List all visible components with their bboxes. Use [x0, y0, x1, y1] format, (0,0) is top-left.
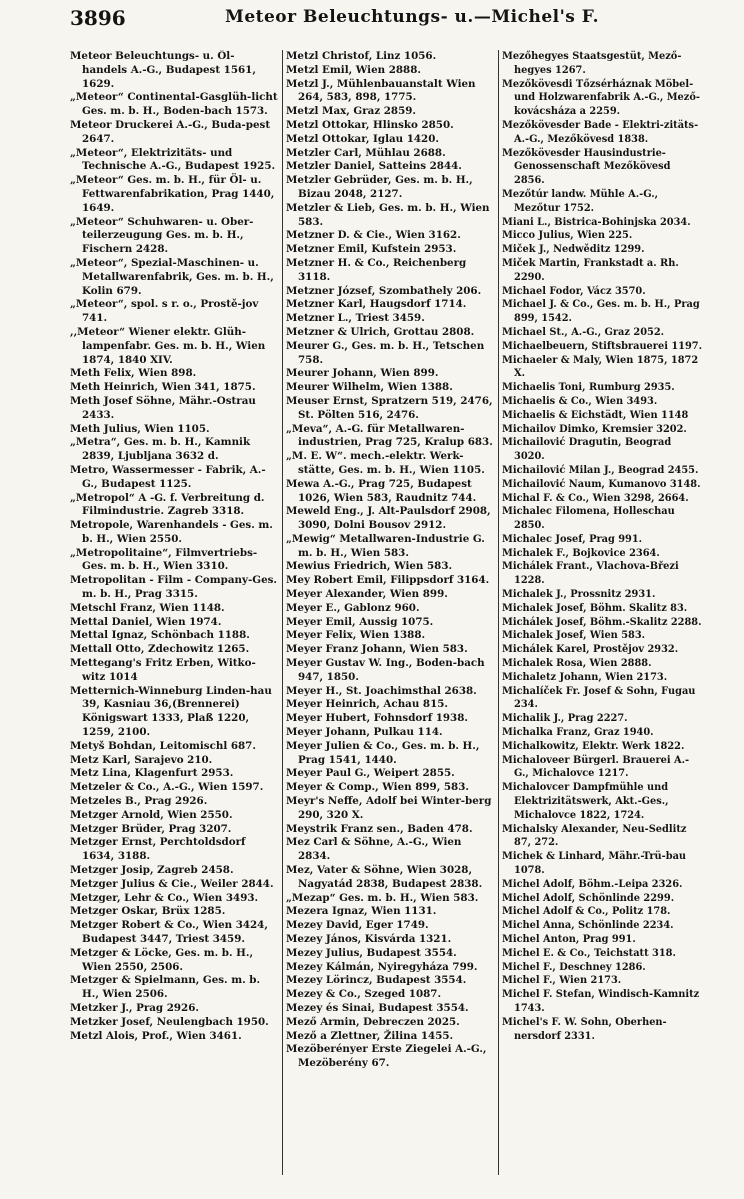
directory-entry: Michel Adolf, Schönlinde 2299. — [502, 892, 675, 904]
directory-entry: Michalek Josef, Wien 583. — [502, 630, 646, 642]
directory-entry: Mettal Ignaz, Schönbach 1188. — [70, 629, 250, 642]
directory-entry: Metzker Josef, Neulengbach 1950. — [70, 1015, 269, 1028]
directory-entry: Metro, Wassermesser - Fabrik, A.-G., Budapest 1125. — [70, 463, 266, 490]
directory-entry: Michalovcer Dampfmühle und Elektrizitätswerk, Akt.-Ges., Michalovce 1822, 1724. — [502, 782, 669, 821]
directory-entry: Meyer Franz Johann, Wien 583. — [286, 643, 468, 656]
directory-entry: Michalek J., Prossnitz 2931. — [502, 589, 656, 601]
directory-entry: Mezőkövesder Bade - Elektri-zitäts-A.-G., Mezőkövesd 1838. — [502, 119, 699, 145]
directory-entry: Metzger Oskar, Brüx 1285. — [70, 905, 226, 918]
directory-entry: Michel Anton, Prag 991. — [502, 934, 636, 945]
directory-entry: Metzler Daniel, Satteins 2844. — [286, 160, 462, 173]
directory-entry: Metzker J., Prag 2926. — [70, 1001, 199, 1014]
directory-entry: Metzl Ottokar, Hlinsko 2850. — [286, 118, 454, 131]
directory-entry: Metzner H. & Co., Reichenberg 3118. — [286, 256, 467, 283]
directory-entry: Mezey Kálmán, Nyiregyháza 799. — [286, 960, 478, 973]
directory-entry: Meteor Beleuchtungs- u. Öl-handels A.-G., Budapest 1561, 1629. — [70, 50, 256, 90]
directory-entry: Metzl Alois, Prof., Wien 3461. — [70, 1029, 242, 1042]
directory-entry: Michaloveer Bürgerl. Brauerei A.-G., Michalovce 1217. — [502, 754, 690, 780]
directory-entry: Metzger & Löcke, Ges. m. b. H., Wien 2550, 2506. — [70, 946, 254, 973]
directory-entry: Michel F. Stefan, Windisch-Kamnitz 1743. — [502, 989, 700, 1014]
directory-entry: Meyr's Neffe, Adolf bei Winter-berg 290, 320 X. — [286, 795, 492, 821]
directory-entry: Metzger Arnold, Wien 2550. — [70, 808, 233, 821]
directory-entry: Meyer E., Gablonz 960. — [286, 601, 420, 614]
directory-entry: Michel Adolf & Co., Politz 178. — [502, 906, 671, 918]
directory-entry: „Meteor“, spol. s r. o., Prostě-jov 741. — [70, 298, 259, 325]
directory-entry: Mez Carl & Söhne, A.-G., Wien 2834. — [286, 836, 462, 863]
directory-entry: Metzl Emil, Wien 2888. — [286, 63, 421, 76]
directory-entry: Michaletz Johann, Wien 2173. — [502, 671, 668, 683]
directory-entry: Mezey Lörincz, Budapest 3554. — [286, 974, 467, 987]
directory-entry: Michel E. & Co., Teichstatt 318. — [502, 947, 676, 959]
directory-entry: Metzger Julius & Cie., Weiler 2844. — [70, 877, 274, 890]
directory-page — [70, 50, 700, 1175]
directory-entry: Metschl Franz, Wien 1148. — [70, 601, 225, 614]
directory-entry: Meyer Heinrich, Achau 815. — [286, 698, 448, 711]
directory-entry: „Meteor“ Ges. m. b. H., für Öl- u. Fettwarenfabrikation, Prag 1440, 1649. — [70, 174, 275, 214]
directory-entry: Metzl Christof, Linz 1056. — [286, 50, 437, 62]
directory-entry: Meyer & Comp., Wien 899, 583. — [286, 781, 469, 794]
directory-entry: Michaelbeuern, Stiftsbrauerei 1197. — [502, 340, 702, 352]
directory-entry: Metzl Ottokar, Iglau 1420. — [286, 132, 439, 145]
directory-entry: Metzler Carl, Mühlau 2688. — [286, 146, 446, 159]
directory-entry: Metzler & Lieb, Ges. m. b. H., Wien 583. — [286, 201, 490, 228]
directory-entry: Michaelis Toni, Rumburg 2935. — [502, 382, 675, 394]
page-number: 3896 — [70, 6, 126, 30]
column-2 — [286, 50, 494, 1175]
directory-entry: Metzner & Ulrich, Grottau 2808. — [286, 325, 475, 338]
directory-entry: Meurer Wilhelm, Wien 1388. — [286, 381, 453, 394]
directory-entry: Mezey & Co., Szeged 1087. — [286, 988, 442, 1001]
directory-entry: Mettegang's Fritz Erben, Witko-witz 1014 — [70, 657, 256, 683]
directory-entry: Michailović Dragutin, Beograd 3020. — [502, 437, 672, 463]
directory-entry: Metzner D. & Cie., Wien 3162. — [286, 229, 461, 242]
directory-entry: Michaelis & Eichstädt, Wien 1148 — [502, 409, 689, 421]
column-divider — [282, 50, 283, 1175]
directory-entry: Mewius Friedrich, Wien 583. — [286, 560, 453, 573]
directory-entry: Meyer Paul G., Weipert 2855. — [286, 767, 455, 780]
directory-entry: Meyer Emil, Aussig 1075. — [286, 615, 434, 628]
directory-entry: Michailović Milan J., Beograd 2455. — [502, 464, 699, 476]
column-1 — [70, 50, 278, 1175]
directory-entry: Meyer H., St. Joachimsthal 2638. — [286, 684, 477, 697]
directory-entry: Meyer Johann, Pulkau 114. — [286, 726, 443, 739]
directory-entry: Michalka Franz, Graz 1940. — [502, 727, 654, 739]
directory-entry: Metzler Gebrüder, Ges. m. b. H., Bizau 2048, 2127. — [286, 174, 473, 200]
directory-entry: Mezera Ignaz, Wien 1131. — [286, 905, 437, 918]
running-head: Meteor Beleuchtungs- u.—Michel's F. — [225, 7, 600, 27]
directory-entry: Meth Felix, Wien 898. — [70, 367, 197, 380]
directory-entry: Miček Martin, Frankstadt a. Rh. 2290. — [502, 257, 679, 283]
directory-entry: Meyer Felix, Wien 1388. — [286, 629, 426, 642]
column-3 — [502, 50, 702, 1175]
directory-entry: Mezey János, Kisvárda 1321. — [286, 933, 452, 945]
directory-entry: „Meteor“ Schuhwaren- u. Ober-teilerzeugung Ges. m. b. H., Fischern 2428. — [70, 215, 254, 256]
directory-entry: Michel's F. W. Sohn, Oberhen-nersdorf 2331. — [502, 1016, 667, 1042]
directory-entry: Mezőkövesder Hausindustrie-Genossenschaft Mezőkövesd 2856. — [502, 147, 671, 187]
directory-entry: Metzner József, Szombathely 206. — [286, 284, 482, 297]
directory-entry: Meyer Gustav W. Ing., Boden-bach 947, 1850. — [286, 657, 485, 683]
directory-entry: Mezöberényer Erste Ziegelei A.-G., Mezöberény 67. — [286, 1043, 487, 1070]
directory-entry: Mettal Daniel, Wien 1974. — [70, 615, 222, 628]
directory-entry: Michael St., A.-G., Graz 2052. — [502, 326, 665, 338]
directory-entry: Mewa A.-G., Prag 725, Budapest 1026, Wien 583, Raudnitz 744. — [286, 477, 477, 504]
directory-entry: Michael J. & Co., Ges. m. b. H., Prag 899, 1542. — [502, 299, 700, 325]
directory-entry: Mezőhegyes Staatsgestüt, Mező-hegyes 1267. — [502, 51, 682, 76]
directory-entry: Metzger & Spielmann, Ges. m. b. H., Wien 2506. — [70, 974, 261, 1001]
directory-entry: Michalkowitz, Elektr. Werk 1822. — [502, 740, 685, 752]
directory-entry: „Mewig“ Metallwaren-Industrie G. m. b. H., Wien 583. — [286, 532, 485, 559]
directory-entry: Mező Armin, Debreczen 2025. — [286, 1015, 460, 1028]
directory-entry: Mezey és Sinai, Budapest 3554. — [286, 1001, 469, 1014]
directory-entry: Meystrik Franz sen., Baden 478. — [286, 822, 473, 835]
directory-entry: Meth Heinrich, Wien 341, 1875. — [70, 381, 256, 394]
directory-entry: Metropolitan - Film - Company-Ges. m. b. H., Prag 3315. — [70, 574, 278, 601]
directory-entry: Metzger Ernst, Perchtoldsdorf 1634, 3188. — [70, 836, 246, 863]
directory-entry: Metyš Bohdan, Leitomischl 687. — [70, 739, 256, 752]
directory-entry: Meteor Druckerei A.-G., Buda-pest 2647. — [70, 118, 271, 145]
directory-entry: Metternich-Winneburg Linden-hau 39, Kasniau 36,(Brennerei) Königswart 1333, Plaß 1220, 1259, 2100. — [70, 684, 272, 739]
directory-entry: „Meva“, A.-G. für Metallwaren-industrien, Prag 725, Kralup 683. — [286, 422, 493, 449]
directory-entry: Metzeler & Co., A.-G., Wien 1597. — [70, 781, 264, 794]
directory-entry: Michálek Josef, Böhm.-Skalitz 2288. — [502, 616, 702, 628]
directory-entry: Miani L., Bistrica-Bohinjska 2034. — [502, 216, 691, 228]
directory-entry: Michalsky Alexander, Neu-Sedlitz 87, 272. — [502, 823, 687, 849]
directory-entry: „Meteor“, Spezial-Maschinen- u. Metallwarenfabrik, Ges. m. b. H., Kolin 679. — [70, 256, 274, 297]
directory-entry: Michalek Josef, Böhm. Skalitz 83. — [502, 602, 688, 614]
directory-entry: Michailović Naum, Kumanovo 3148. — [502, 478, 701, 490]
directory-entry: Metz Karl, Sarajevo 210. — [70, 753, 213, 766]
directory-entry: Michaelis & Co., Wien 3493. — [502, 395, 658, 407]
directory-entry: Michálek Frant., Vlachova-Březi 1228. — [502, 561, 679, 587]
directory-entry: Michaeler & Maly, Wien 1875, 1872 X. — [502, 354, 699, 380]
directory-entry: Michalek Rosa, Wien 2888. — [502, 658, 652, 670]
directory-entry: Meth Josef Söhne, Mähr.-Ostrau 2433. — [70, 394, 256, 421]
directory-entry: Mezey Julius, Budapest 3554. — [286, 946, 457, 959]
directory-entry: Metzger, Lehr & Co., Wien 3493. — [70, 891, 259, 904]
directory-entry: Michel Adolf, Böhm.-Leipa 2326. — [502, 878, 683, 890]
directory-entry: Mezőkövesdi Tőzsérháznak Möbel- und Holzwarenfabrik A.-G., Mező-kovácsháza a 2259. — [502, 78, 700, 118]
directory-entry: Metzger Robert & Co., Wien 3424, Budapest 3447, Triest 3459. — [70, 919, 268, 945]
directory-entry: Michalíček Fr. Josef & Sohn, Fugau 234. — [502, 685, 696, 711]
directory-entry: Meth Julius, Wien 1105. — [70, 422, 210, 435]
directory-entry: Meurer Johann, Wien 899. — [286, 367, 439, 380]
directory-entry: Metz Lina, Klagenfurt 2953. — [70, 767, 234, 780]
directory-entry: Meyer Hubert, Fohnsdorf 1938. — [286, 712, 468, 725]
directory-entry: ,,Meteor“ Wiener elektr. Glüh-lampenfabr. Ges. m. b. H., Wien 1874, 1840 XIV. — [70, 325, 266, 366]
directory-entry: Meurer G., Ges. m. b. H., Tetschen 758. — [286, 339, 485, 366]
directory-entry: Mettall Otto, Zdechowitz 1265. — [70, 643, 250, 656]
directory-entry: Metzl Max, Graz 2859. — [286, 105, 416, 118]
directory-entry: Mez, Vater & Söhne, Wien 3028, Nagyatád 2838, Budapest 2838. — [286, 864, 483, 890]
directory-entry: Michel F., Deschney 1286. — [502, 961, 646, 973]
directory-entry: Micco Julius, Wien 225. — [502, 230, 633, 242]
directory-entry: Michel F., Wien 2173. — [502, 975, 622, 987]
directory-entry: Miček J., Nedwěditz 1299. — [502, 244, 645, 256]
directory-entry: Metropole, Warenhandels - Ges. m. b. H., Wien 2550. — [70, 519, 273, 545]
directory-entry: Mezey David, Eger 1749. — [286, 919, 429, 932]
directory-entry: „Meteor“, Elektrizitäts- und Technische A.-G., Budapest 1925. — [70, 146, 276, 173]
directory-entry: „Metropolitaine“, Filmvertriebs-Ges. m. b. H., Wien 3310. — [70, 546, 258, 573]
directory-entry: Meweld Eng., J. Alt-Paulsdorf 2908, 3090, Dolni Bousov 2912. — [286, 505, 491, 532]
directory-entry: Meuser Ernst, Spratzern 519, 2476, St. Pölten 516, 2476. — [286, 394, 493, 421]
directory-entry: Metzner Karl, Haugsdorf 1714. — [286, 298, 467, 311]
directory-entry: Meyer Julien & Co., Ges. m. b. H., Prag 1541, 1440. — [286, 739, 480, 766]
directory-entry: Mezőtúr landw. Mühle A.-G., Mezőtur 1752. — [502, 188, 659, 214]
directory-entry: Meyer Alexander, Wien 899. — [286, 588, 448, 601]
directory-entry: Michael Fodor, Vácz 3570. — [502, 285, 646, 297]
directory-entry: Metzner L., Triest 3459. — [286, 312, 425, 325]
directory-entry: Michek & Linhard, Mähr.-Trü-bau 1078. — [502, 851, 687, 877]
directory-entry: „Meteor“ Continental-Gasglüh-licht Ges. m. b. H., Boden-bach 1573. — [70, 91, 278, 118]
directory-entry: Michailov Dimko, Kremsier 3202. — [502, 423, 687, 435]
directory-entry: Mey Robert Emil, Filippsdorf 3164. — [286, 574, 490, 587]
directory-entry: Metzeles B., Prag 2926. — [70, 795, 208, 808]
directory-entry: Michel Anna, Schönlinde 2234. — [502, 920, 674, 932]
directory-entry: „Metropol“ A -G. f. Verbreitung d. Filmindustrie. Zagreb 3318. — [70, 491, 265, 518]
directory-entry: Michal F. & Co., Wien 3298, 2664. — [502, 492, 689, 504]
page-header — [70, 6, 700, 32]
directory-entry: Michálek Karel, Prostějov 2932. — [502, 644, 679, 656]
directory-entry: Mező a Zlettner, Žilina 1455. — [286, 1029, 454, 1042]
directory-entry: „Mezap“ Ges. m. b. H., Wien 583. — [286, 891, 479, 904]
directory-entry: Michalek F., Bojkovice 2364. — [502, 547, 660, 559]
directory-entry: Metzger Josip, Zagreb 2458. — [70, 864, 234, 877]
directory-entry: „M. E. W“. mech.-elektr. Werk-stätte, Ges. m. b. H., Wien 1105. — [286, 450, 485, 476]
column-divider — [498, 50, 499, 1175]
directory-entry: Metzl J., Mühlenbauanstalt Wien 264, 583, 898, 1775. — [286, 77, 476, 104]
directory-entry: Michalik J., Prag 2227. — [502, 713, 628, 725]
directory-entry: Michalec Filomena, Holleschau 2850. — [502, 506, 675, 532]
directory-entry: Metzger Brüder, Prag 3207. — [70, 822, 232, 835]
directory-entry: Michalec Josef, Prag 991. — [502, 533, 643, 545]
directory-entry: „Metra“, Ges. m. b. H., Kamnik 2839, Ljubljana 3632 d. — [70, 436, 251, 463]
directory-entry: Metzner Emil, Kufstein 2953. — [286, 243, 457, 256]
